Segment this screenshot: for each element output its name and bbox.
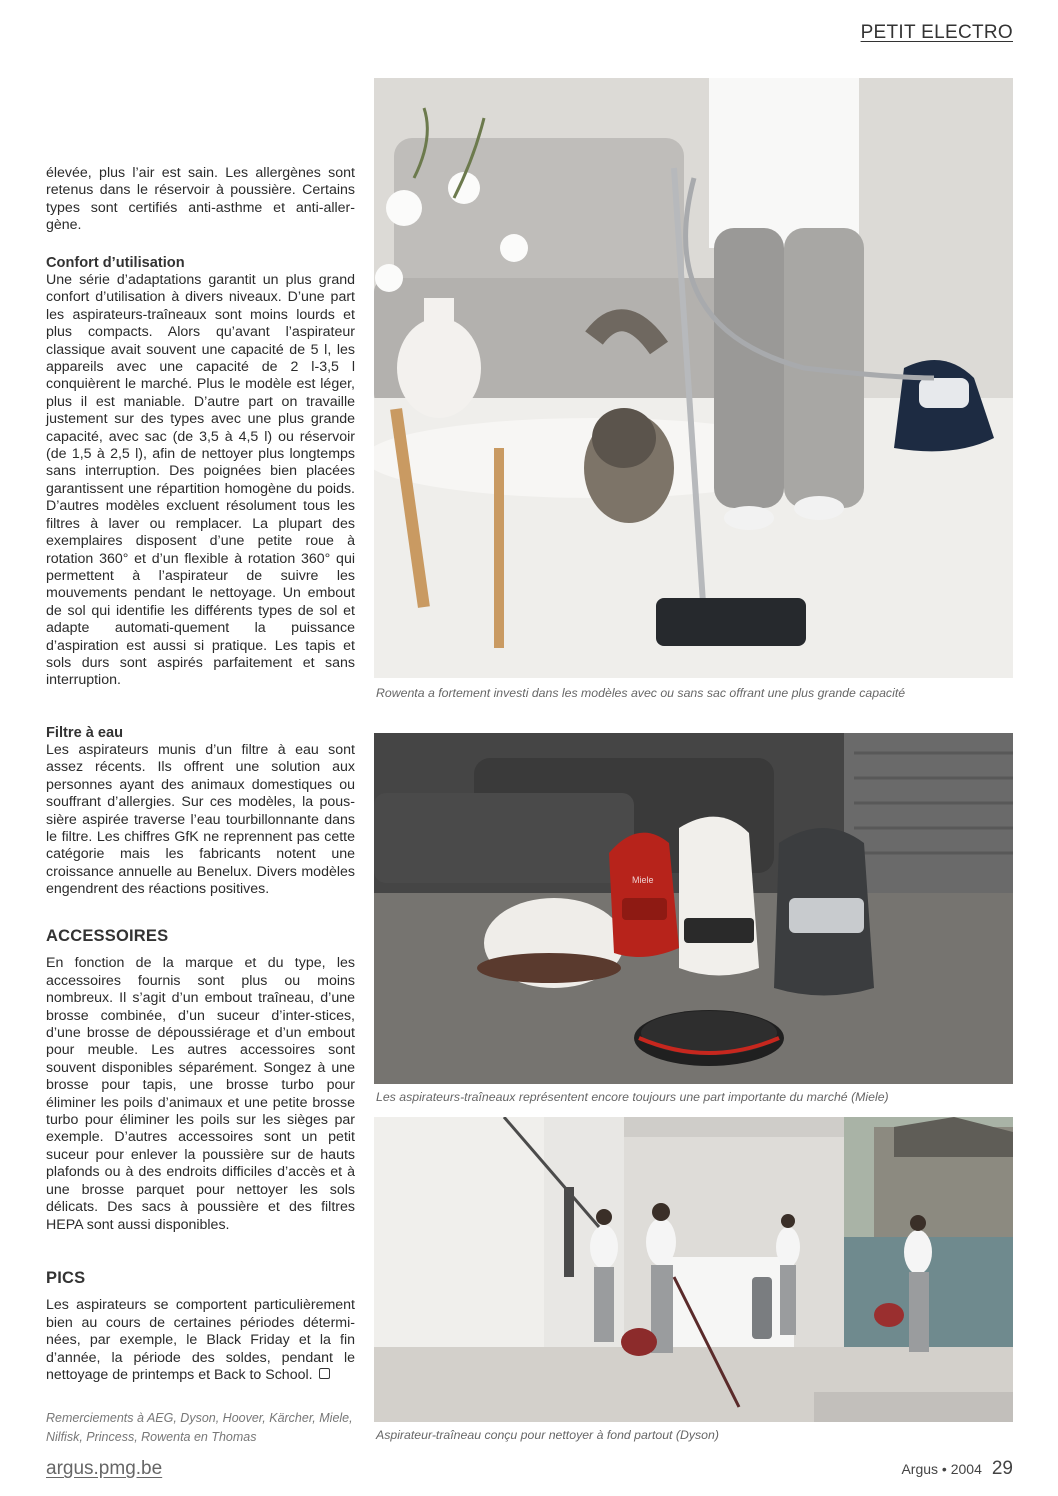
section-pics [46, 1270, 355, 1384]
caption-photo-3: Aspirateur-traîneau conçu pour nettoyer à fond partout (Dyson) [376, 1428, 719, 1442]
heading-confort: Confort d’utilisation [46, 255, 185, 271]
section-label: PETIT ELECTRO [860, 22, 1013, 43]
paragraph-filtre: Les aspirateurs munis d’un filtre à eau sont assez récents. Ils offrent une solution aux personnes ayant des animaux domestiques ou souffrant d’allergies. Sur ces modèles, la pous-sière aspirée traverse l’eau tourbillonnante dans le filtre. Les chiffres GfK ne reprennent pas cette catégorie mais les fabricants notent une croissance annuelle au Benelux. Divers modèles engendrent des réactions positives. [46, 742, 355, 898]
section-confort [46, 254, 355, 690]
article-intro [46, 165, 355, 235]
footer-page-info [901, 1458, 1013, 1480]
paragraph-accessoires: En fonction de la marque et du type, les accessoires fournis sont plus ou moins nombreux. Il s’agit d’un embout traîneau, d’une brosse combinée, d’un suceur d’inter-stices, d’une brosse de dépoussiérage et d’un embout pour meuble. Les autres accessoires sont souvent disponibles séparément. Songez à une brosse pour tapis, une brosse turbo pour éliminer les poils d’animaux et une petite brosse turbo pour éliminer les poils sur les sièges par exemple. D’autres accessoires sont un petit suceur pour enlever la poussière sur de hauts plafonds ou à des endroits difficiles d’accès et à une brosse parquet pour nettoyer les sols délicats. Des sacs à poussière et des filtres HEPA sont aussi disponibles. [46, 955, 355, 1233]
footer-magazine: Argus • 2004 [901, 1461, 982, 1477]
photo-vacuum-lineup [374, 733, 1013, 1084]
photo-living-room-vacuum [374, 78, 1013, 678]
section-accessoires [46, 928, 355, 1234]
section-filtre [46, 724, 355, 899]
heading-pics: PICS [46, 1269, 86, 1287]
end-of-article-icon [319, 1368, 330, 1379]
paragraph-pics [46, 1297, 355, 1384]
credits: Remerciements à AEG, Dyson, Hoover, Kärcher, Miele, Nilfisk, Princess, Rowenta en Thomas [46, 1411, 353, 1444]
brand-label: Miele [632, 875, 654, 885]
caption-photo-2: Les aspirateurs-traîneaux représentent encore toujours une part importante du marché (Miele) [376, 1090, 889, 1104]
pics-text: Les aspirateurs se comportent particulièrement bien au cours de certaines périodes détermi-nées, par exemple, le Black Friday et la fin d’année, la période des soldes, pendant le nettoyage de printemps et Back to School. [46, 1297, 355, 1384]
heading-filtre: Filtre à eau [46, 725, 124, 741]
page-number: 29 [991, 1458, 1013, 1479]
footer-website[interactable]: argus.pmg.be [46, 1458, 163, 1479]
photo-dyson-kitchen [374, 1117, 1013, 1422]
caption-photo-1: Rowenta a fortement investi dans les modèles avec ou sans sac offrant une plus grande capacité [376, 686, 906, 700]
heading-accessoires: ACCESSOIRES [46, 927, 169, 945]
intro-paragraph: élevée, plus l’air est sain. Les allergènes sont retenus dans le réservoir à poussière. Certains types sont certifiés anti-asthme et anti-aller-gène. [46, 165, 355, 234]
paragraph-confort: Une série d’adaptations garantit un plus grand confort d’utilisation à divers niveaux. D’une part les aspirateurs-traîneaux sont moins lourds et plus compacts. Alors qu’avant l’aspirateur classique avait souvent une capacité de 5 l, les appareils avec une capacité de 2 l-3,5 l conquièrent le marché. Plus le modèle est léger, plus il est maniable. D’autre part on travaille justement sur des types avec une plus grande capacité, avec sac (de 3,5 à 4,5 l) ou réservoir (de 1,5 à 2,5 l), afin de nettoyer plus longtemps sans interruption. Des poignées bien placées garantissent une répartition homogène du poids. D’autres modèles excluent résolument tous les filtres à laver ou remplacer. La plupart des exemplaires disposent d’une petite roue à rotation 360° et d’un flexible à rotation 360° qui permettent à l’aspirateur de suivre les mouvements pendant le nettoyage. Un embout de sol qui identifie les différents types de sol et adapte automati-quement la puissance d’aspiration est aussi si pratique. Les tapis et sols durs sont aspirés parfaitement et sans interruption. [46, 272, 355, 689]
